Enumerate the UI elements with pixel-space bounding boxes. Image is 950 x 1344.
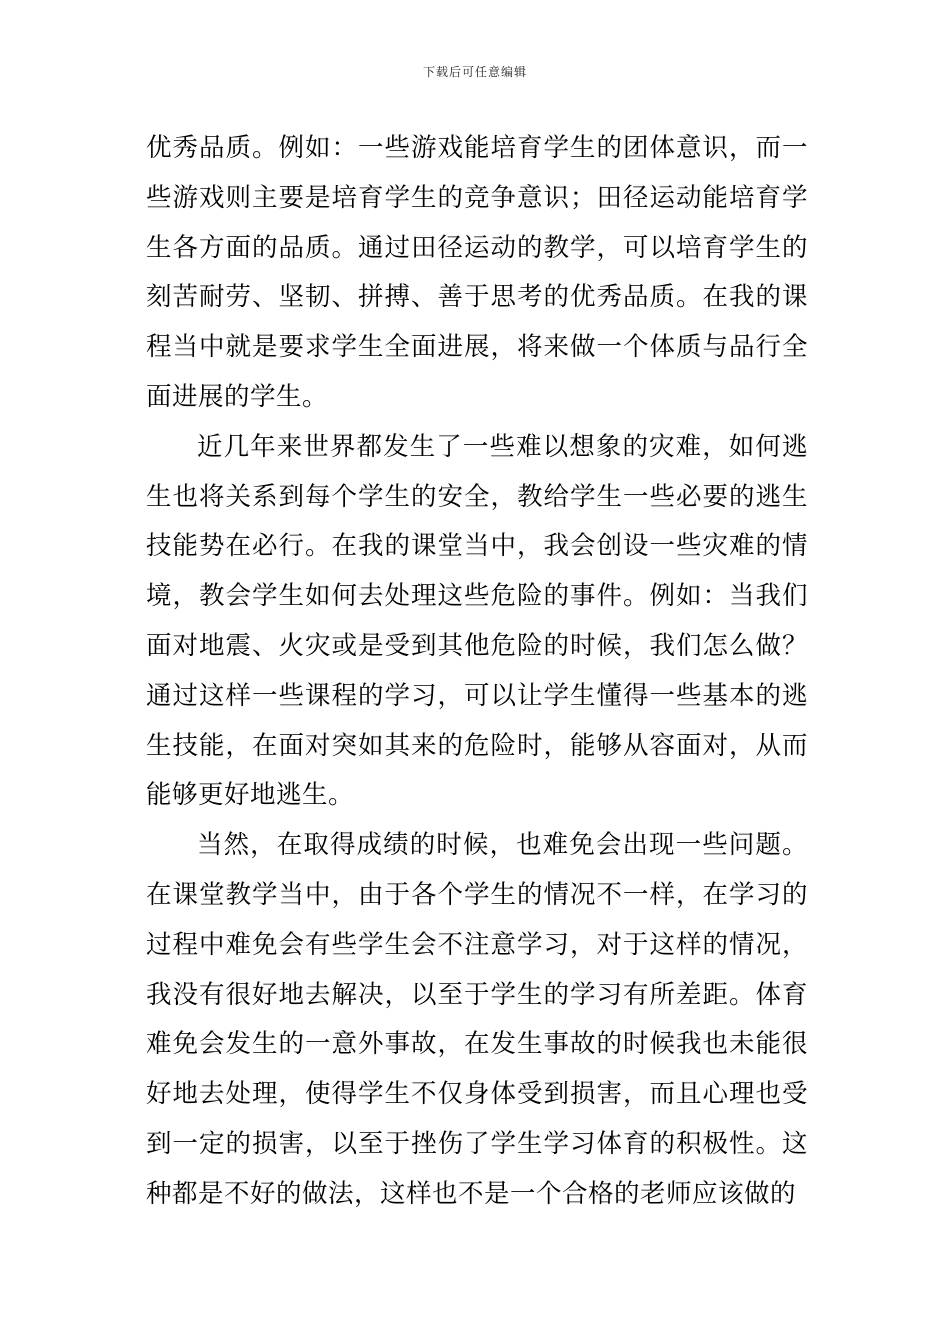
- document-body: [146, 124, 808, 1220]
- paragraph-problems: 当然，在取得成绩的时候，也难免会出现一些问题。在课堂教学当中，由于各个学生的情况不一样，在学习的过程中难免会有些学生会不注意学习，对于这样的情况，我没有很好地去解决，以至于学生的学习有所差距。体育难免会发生的一意外事故，在发生事故的时候我也未能很好地去处理，使得学生不仅身体受到损害，而且心理也受到一定的损害，以至于挫伤了学生学习体育的积极性。这种都是不好的做法，这样也不是一个合格的老师应该做的: [146, 830, 808, 1209]
- paragraph-escape-skills: 近几年来世界都发生了一些难以想象的灾难，如何逃生也将关系到每个学生的安全，教给学生一些必要的逃生技能势在必行。在我的课堂当中，我会创设一些灾难的情境，教会学生如何去处理这些危险的事件。例如：当我们面对地震、火灾或是受到其他危险的时候，我们怎么做？通过这样一些课程的学习，可以让学生懂得一些基本的逃生技能，在面对突如其来的危险时，能够从容面对，从而能够更好地逃生。: [146, 431, 808, 811]
- paragraph-continued: 优秀品质。例如：一些游戏能培育学生的团体意识，而一些游戏则主要是培育学生的竞争意识；田径运动能培育学生各方面的品质。通过田径运动的教学，可以培育学生的刻苦耐劳、坚韧、拼搏、善于思考的优秀品质。在我的课程当中就是要求学生全面进展，将来做一个体质与品行全面进展的学生。: [146, 133, 808, 412]
- page-header: 下载后可任意编辑: [422, 65, 527, 79]
